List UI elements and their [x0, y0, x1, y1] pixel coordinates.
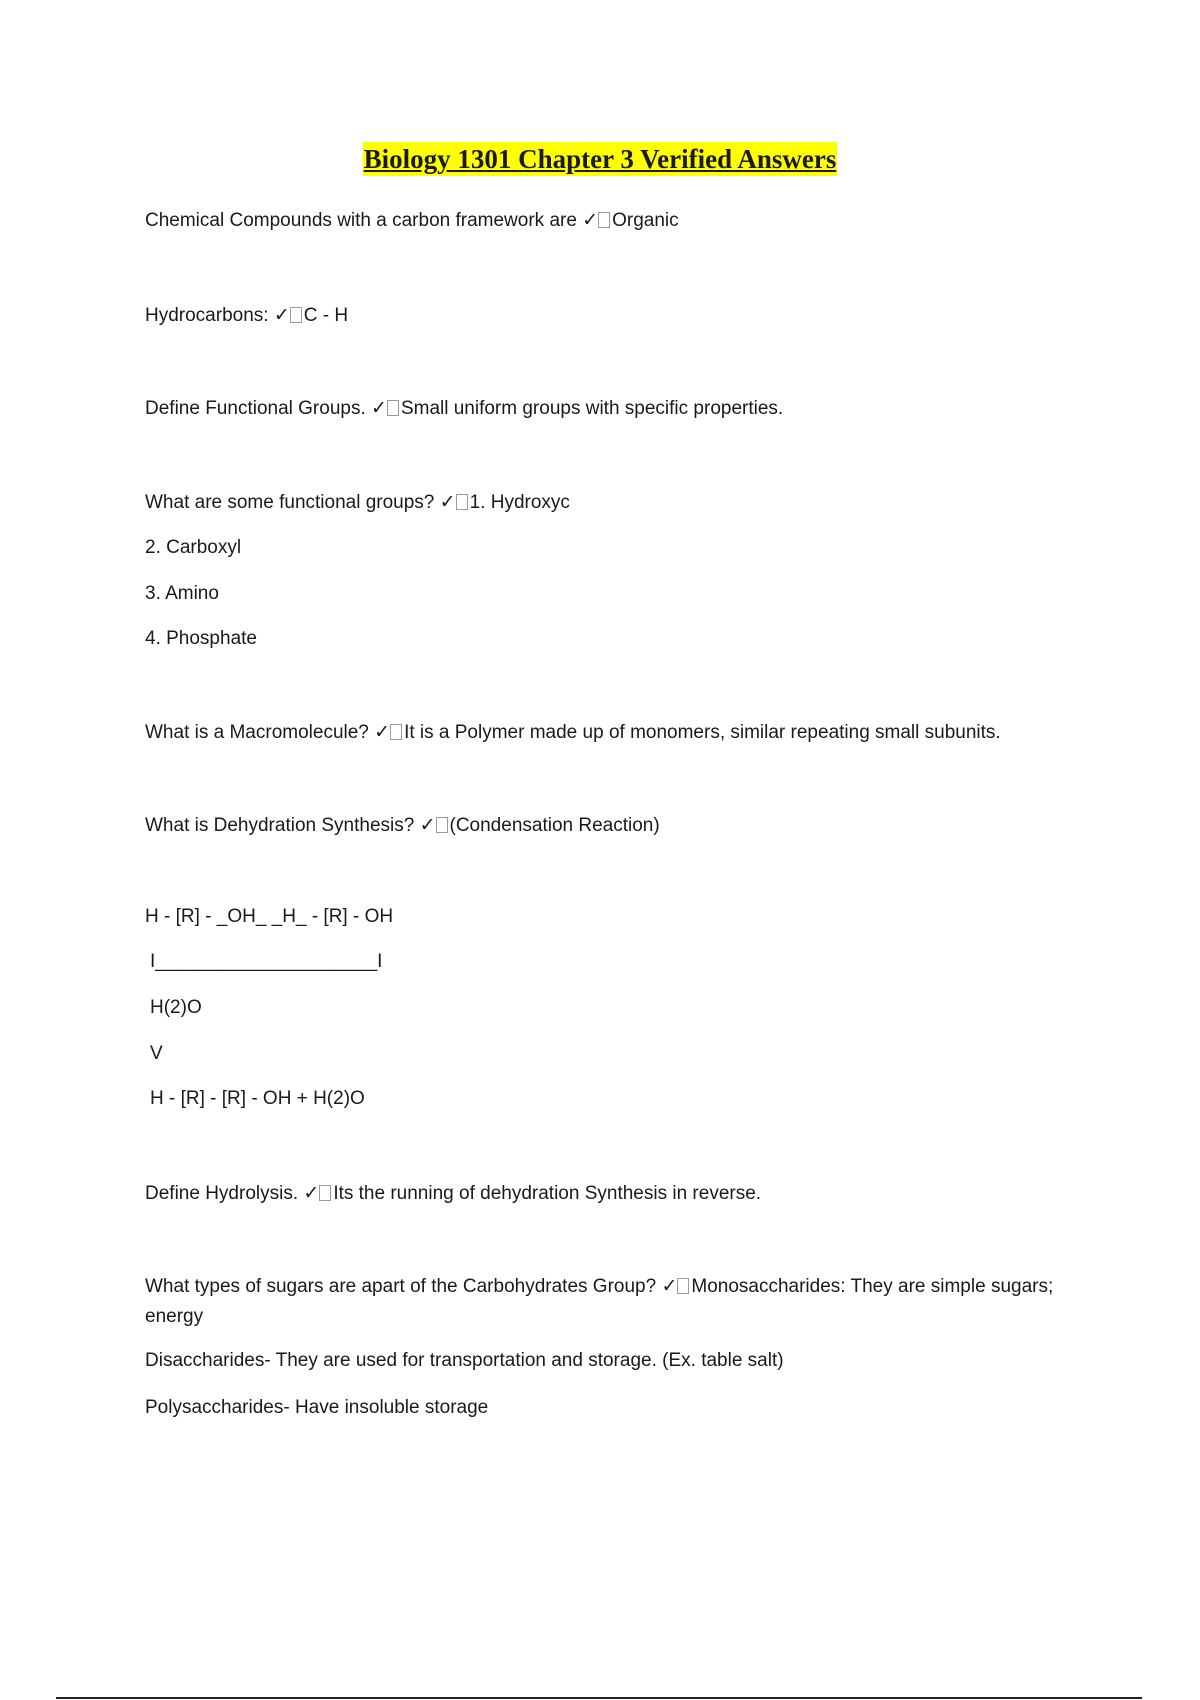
qa-item: [145, 206, 1085, 236]
answer-text: Monosaccharides: They are simple sugars; energy: [145, 1276, 1054, 1327]
answer-text: (Condensation Reaction): [449, 815, 660, 836]
reaction-line: I_____________________I: [150, 951, 383, 972]
check-icon: ✓: [371, 398, 387, 419]
reaction-line: H(2)O: [150, 997, 202, 1018]
title-container: [0, 142, 1200, 176]
check-icon: ✓: [303, 1183, 320, 1204]
box-icon: [436, 817, 448, 833]
document-title: Biology 1301 Chapter 3 Verified Answers: [363, 144, 837, 174]
list-item: 4. Phosphate: [145, 628, 257, 649]
box-icon: [290, 307, 302, 323]
question-text: Define Functional Groups.: [145, 398, 366, 419]
check-icon: ✓: [419, 815, 436, 836]
box-icon: [598, 212, 610, 228]
list-item: Disaccharides- They are used for transportation and storage. (Ex. table salt): [145, 1350, 784, 1371]
qa-item: [145, 718, 1085, 748]
question-text: What is Dehydration Synthesis?: [145, 815, 415, 836]
question-text: Hydrocarbons:: [145, 305, 269, 326]
qa-item: [145, 301, 1085, 331]
answer-text: C - H: [303, 305, 349, 326]
reaction-line: H - [R] - [R] - OH + H(2)O: [150, 1088, 365, 1109]
question-text: What are some functional groups?: [145, 492, 435, 513]
list-item: 3. Amino: [145, 583, 219, 604]
qa-item: [145, 394, 1085, 424]
answer-text: 1. Hydroxyc: [469, 492, 570, 513]
list-item: 2. Carboxyl: [145, 537, 242, 558]
question-text: Chemical Compounds with a carbon framework are: [145, 210, 577, 231]
box-icon: [319, 1185, 331, 1201]
check-icon: ✓: [273, 305, 290, 326]
check-icon: ✓: [374, 722, 391, 743]
question-text: What is a Macromolecule?: [145, 722, 369, 743]
answer-text: Small uniform groups with specific properties.: [400, 398, 784, 419]
box-icon: [390, 724, 402, 740]
qa-item: [145, 488, 1085, 518]
qa-item: [145, 811, 1085, 841]
check-icon: ✓: [582, 210, 599, 231]
answer-text: Its the running of dehydration Synthesis in reverse.: [333, 1183, 762, 1204]
box-icon: [387, 400, 399, 416]
qa-item: [145, 1179, 1085, 1209]
reaction-line: H - [R] - _OH_ _H_ - [R] - OH: [145, 906, 394, 927]
check-icon: ✓: [661, 1276, 678, 1297]
question-text: Define Hydrolysis.: [145, 1183, 299, 1204]
footer-rule: [56, 1697, 1142, 1699]
answer-text: Organic: [612, 210, 679, 231]
question-text: What types of sugars are apart of the Carbohydrates Group?: [145, 1276, 657, 1297]
list-item: Polysaccharides- Have insoluble storage: [145, 1397, 489, 1418]
answer-text: It is a Polymer made up of monomers, similar repeating small subunits.: [404, 722, 1001, 743]
reaction-line: V: [150, 1043, 163, 1064]
check-icon: ✓: [439, 492, 456, 513]
qa-item: [145, 1272, 1085, 1332]
box-icon: [456, 494, 468, 510]
box-icon: [677, 1278, 689, 1294]
